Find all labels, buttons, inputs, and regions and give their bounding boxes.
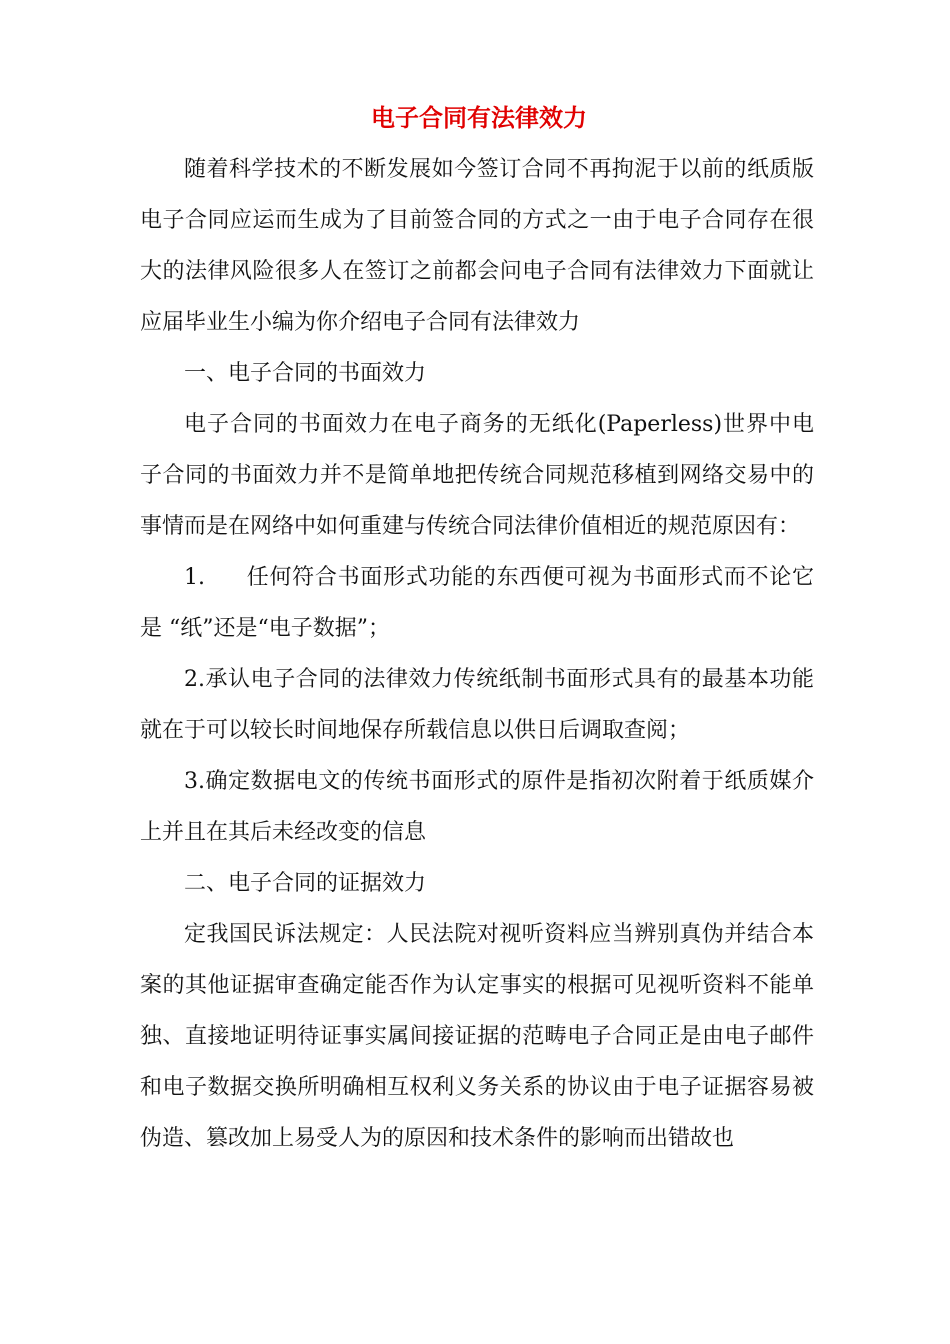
list-item-3: 3.确定数据电文的传统书面形式的原件是指初次附着于纸质媒介上并且在其后未经改变的信息 bbox=[140, 769, 814, 845]
list-item-2: 2.承认电子合同的法律效力传统纸制书面形式具有的最基本功能就在于可以较长时间地保存所载信息以供日后调取查阅； bbox=[140, 667, 814, 743]
list-item-1-number: 1. bbox=[184, 565, 205, 590]
section-heading-written-effect: 一、电子合同的书面效力 bbox=[184, 361, 427, 386]
section-heading-evidence-effect: 二、电子合同的证据效力 bbox=[184, 871, 427, 896]
list-item-1-text: 任何符合书面形式功能的东西便可视为书面形式而不论它是 “纸”还是“电子数据”； bbox=[140, 565, 814, 641]
list-item-1 bbox=[140, 552, 814, 654]
evidence-effect-paragraph: 定我国民诉法规定：人民法院对视听资料应当辨别真伪并结合本案的其他证据审查确定能否作为认定事实的根据可见视听资料不能单独、直接地证明待证事实属间接证据的范畴电子合同正是由电子邮件和电子数据交换所明确相互权利义务关系的协议由于电子证据容易被伪造、篡改加上易受人为的原因和技术条件的影响而出错故也 bbox=[140, 922, 814, 1151]
written-effect-paragraph: 电子合同的书面效力在电子商务的无纸化(Paperless)世界中电子合同的书面效力并不是简单地把传统合同规范移植到网络交易中的事情而是在网络中如何重建与传统合同法律价值相近的规范原因有： bbox=[140, 412, 814, 539]
intro-paragraph: 随着科学技术的不断发展如今签订合同不再拘泥于以前的纸质版电子合同应运而生成为了目前签合同的方式之一由于电子合同存在很大的法律风险很多人在签订之前都会问电子合同有法律效力下面就让应届毕业生小编为你介绍电子合同有法律效力 bbox=[140, 157, 814, 335]
document-title: 电子合同有法律效力 bbox=[371, 104, 587, 132]
